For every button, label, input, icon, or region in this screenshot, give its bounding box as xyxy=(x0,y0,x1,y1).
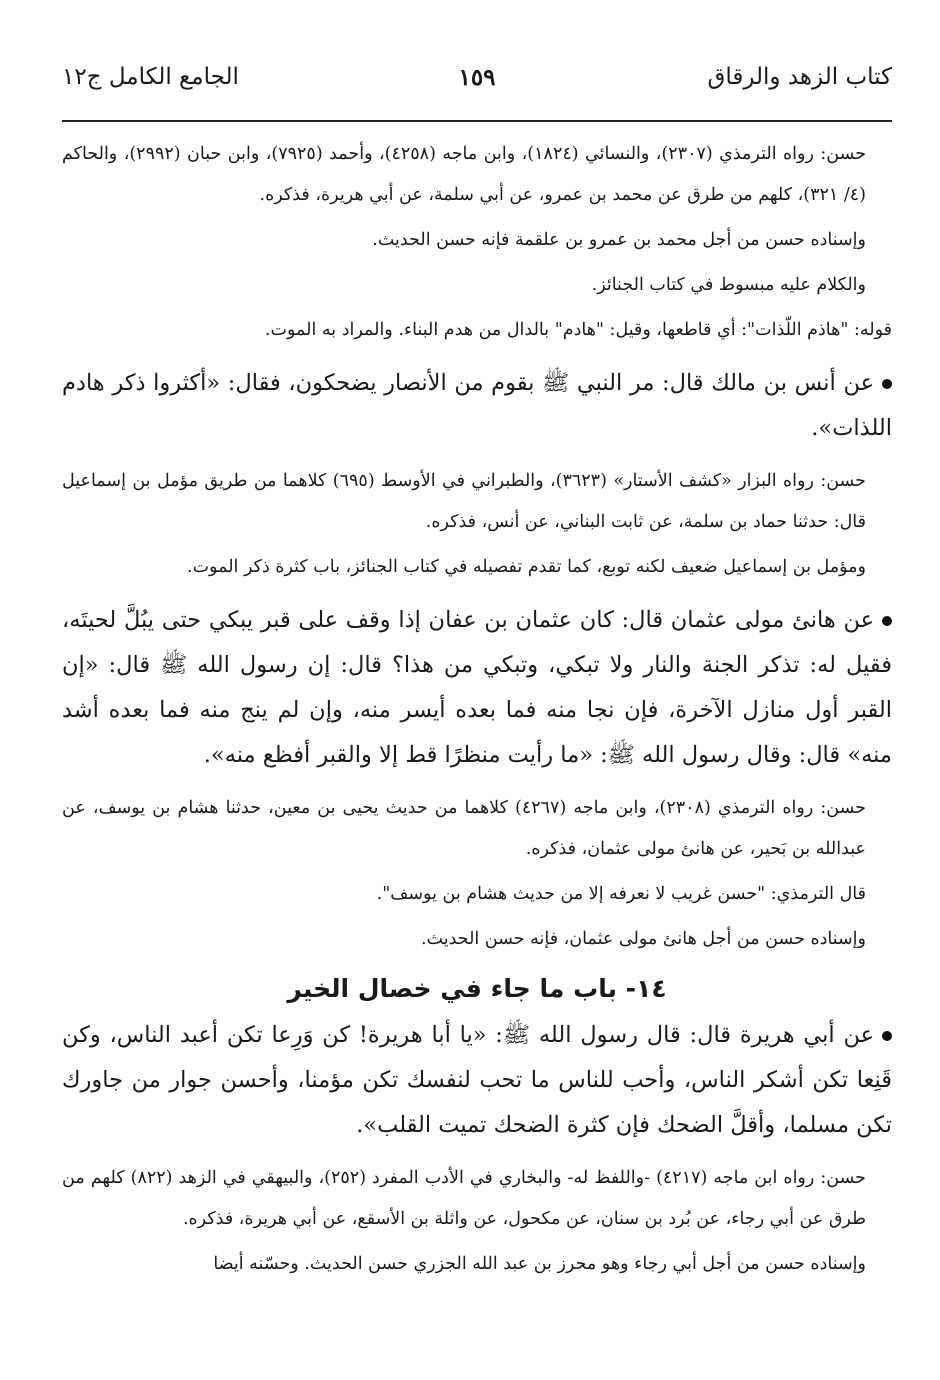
commentary-paragraph: قال الترمذي: "حسن غريب لا نعرفه إلا من حديث هشام بن يوسف". xyxy=(376,884,866,904)
hadith-text: عن أبي هريرة قال: قال رسول الله ﷺ: «يا أبا هريرة! كن وَرِعا تكن أعبد الناس، وكن قَنِعا تكن أشكر الناس، وأحب للناس ما تحب لنفسك تكن مؤمنا، وأحسن جوار من جاورك تكن مسلما، وأقلَّ الضحك فإن كثرة الضحك تميت القلب». xyxy=(62,1022,892,1138)
commentary-paragraph: وإسناده حسن من أجل محمد بن عمرو بن علقمة فإنه حسن الحديث. xyxy=(372,230,866,250)
commentary-paragraph: قوله: "هاذم اللّذات": أي قاطعها، وقيل: "هادم" بالدال من هدم البناء. والمراد به الموت. xyxy=(264,320,892,340)
commentary-paragraph: والكلام عليه مبسوط في كتاب الجنائز. xyxy=(591,275,866,295)
hadith-paragraph xyxy=(62,361,892,451)
running-head-book-title: كتاب الزهد والرقاق xyxy=(707,64,892,90)
bullet-icon xyxy=(882,616,892,626)
bullet-icon xyxy=(882,379,892,389)
takhrij-paragraph: حسن: رواه الترمذي (٢٣٠٨)، وابن ماجه (٤٢٦٧) كلاهما من حديث يحيى بن معين، حدثنا هشام بن يوسف، عن عبدالله بن بَحير، عن هانئ مولى عثمان، فذكره. xyxy=(62,798,866,859)
bullet-icon xyxy=(882,1031,892,1041)
takhrij-paragraph: حسن: رواه البزار «كشف الأستار» (٣٦٢٣)، والطبراني في الأوسط (٦٩٥) كلاهما من طريق مؤمل بن إسماعيل قال: حدثنا حماد بن سلمة، عن ثابت البناني، عن أنس، فذكره. xyxy=(62,471,866,532)
hadith-paragraph xyxy=(62,1013,892,1148)
commentary-paragraph: وإسناده حسن من أجل أبي رجاء وهو محرز بن عبد الله الجزري حسن الحديث. وحسّنه أيضا xyxy=(213,1254,866,1274)
commentary-paragraph: ومؤمل بن إسماعيل ضعيف لكنه توبع، كما تقدم تفصيله في كتاب الجنائز، باب كثرة ذكر الموت. xyxy=(187,557,866,577)
page-body xyxy=(62,122,892,1285)
page-header xyxy=(62,56,892,122)
running-head-collection-title: الجامع الكامل ج١٢ xyxy=(62,64,239,90)
takhrij-paragraph: حسن: رواه الترمذي (٢٣٠٧)، والنسائي (١٨٢٤)، وابن ماجه (٤٢٥٨)، وأحمد (٧٩٢٥)، وابن حبان (٢٩٩٢)، والحاكم (٤/ ٣٢١)، كلهم من طرق عن محمد بن عمرو، عن أبي سلمة، عن أبي هريرة، فذكره. xyxy=(62,144,867,205)
hadith-text: عن هانئ مولى عثمان قال: كان عثمان بن عفان إذا وقف على قبر يبكي حتى يبُلَّ لحيتَه، فقيل له: تذكر الجنة والنار ولا تبكي، وتبكي من هذا؟ قال: إن رسول الله ﷺ قال: «إن القبر أول منازل الآخرة، فإن نجا منه فما بعده أيسر منه، وإن لم ينج منه فما بعده أشد منه» قال: وقال رسول الله ﷺ: «ما رأيت منظرًا قط إلا والقبر أفظع منه». xyxy=(62,607,892,768)
takhrij-paragraph: حسن: رواه ابن ماجه (٤٢١٧) -واللفظ له- والبخاري في الأدب المفرد (٢٥٢)، والبيهقي في الزهد (٨٢٢) كلهم من طرق عن أبي رجاء، عن بُرد بن سنان، عن مكحول، عن واثلة بن الأسقع، عن أبي هريرة، فذكره. xyxy=(62,1168,867,1229)
commentary-paragraph: وإسناده حسن من أجل هانئ مولى عثمان، فإنه حسن الحديث. xyxy=(420,929,866,949)
chapter-heading: ١٤- باب ما جاء في خصال الخير xyxy=(287,974,667,1003)
page-number: ١٥٩ xyxy=(458,64,496,91)
hadith-paragraph xyxy=(62,598,892,778)
hadith-text: عن أنس بن مالك قال: مر النبي ﷺ بقوم من الأنصار يضحكون، فقال: «أكثروا ذكر هادم اللذات». xyxy=(62,370,892,441)
